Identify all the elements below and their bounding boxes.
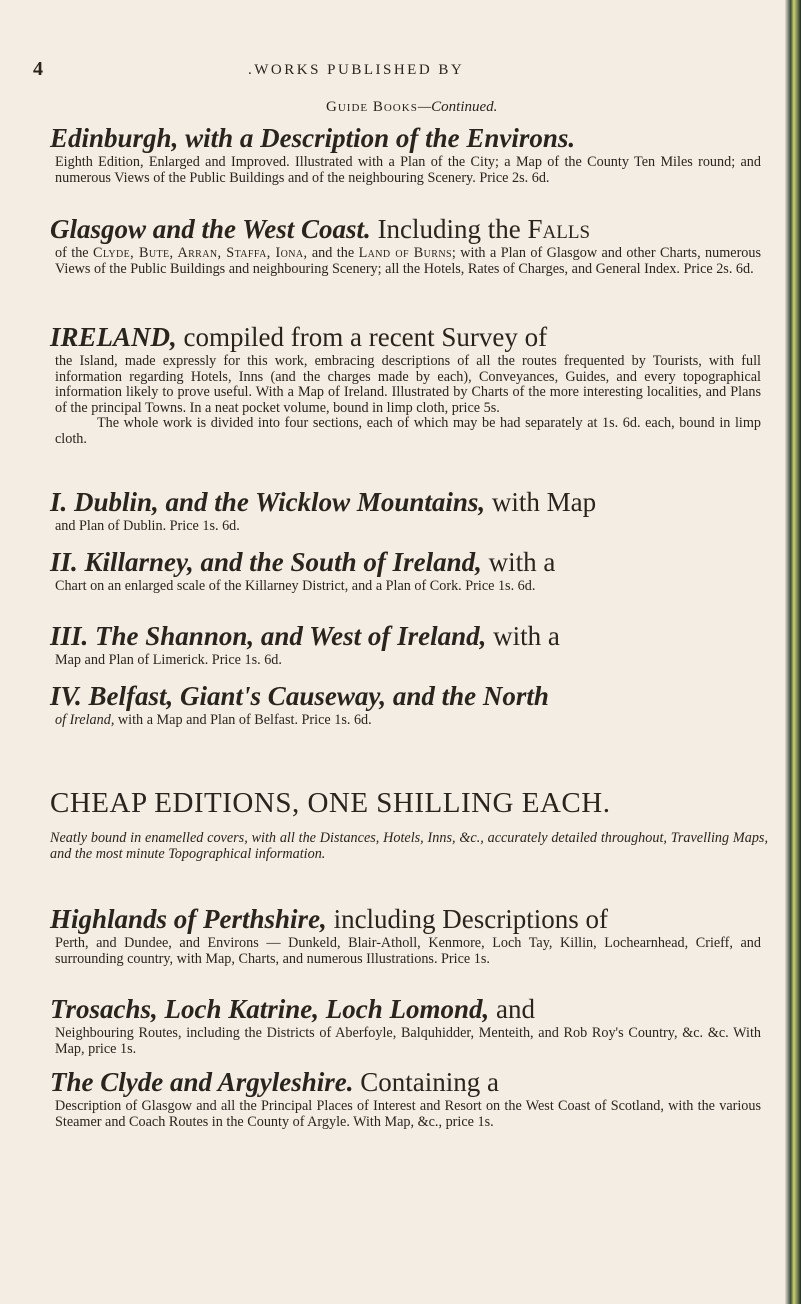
cheap-editions-heading: CHEAP EDITIONS, ONE SHILLING EACH. [50, 787, 611, 819]
entry-highlands [50, 903, 768, 967]
entry-body [55, 246, 761, 277]
title-italic: IV. Belfast, Giant's Causeway, and the North [50, 681, 549, 711]
entry-body-2: The whole work is divided into four sections, each of which may be had separately at 1s. 6d. each, bound in limp cloth. [55, 415, 761, 447]
entry-title [50, 1066, 768, 1098]
entry-title [50, 903, 768, 935]
entry-title [50, 993, 768, 1025]
entry-body: and Plan of Dublin. Price 1s. 6d. [55, 518, 240, 534]
body-text: and the [307, 245, 359, 261]
title-italic: Edinburgh, with a Description of the Environs. [50, 123, 576, 153]
page-number: 4 [33, 58, 43, 80]
entry-body: Description of Glasgow and all the Principal Places of Interest and Resort on the West Coast of Scotland, with the various Steamer and Coach Routes in the County of Argyle. With Map, &c., price 1s. [55, 1098, 761, 1130]
entry-clyde [50, 1066, 768, 1130]
body-caps: Clyde, Bute, Arran, Staffa, Iona, [93, 245, 308, 261]
title-italic: Trosachs, Loch Katrine, Loch Lomond, [50, 994, 490, 1024]
title-italic: IRELAND, [50, 322, 177, 352]
cheap-editions-description: Neatly bound in enamelled covers, with all the Distances, Hotels, Inns, &c., accurately detailed throughout, Travelling Maps, and the most minute Topographical information. [50, 830, 768, 862]
title-roman: with Map [485, 487, 597, 517]
body-italic: of Ireland, [55, 712, 115, 728]
entry-body [55, 713, 761, 729]
entry-body: Eighth Edition, Enlarged and Improved. Illustrated with a Plan of the City; a Map of the County Ten Miles round; and numerous Views of the Public Buildings and of the neighbouring Scenery. Price 2s. 6d. [55, 154, 761, 186]
entry-title [50, 486, 768, 518]
title-italic: The Clyde and Argyleshire. [50, 1067, 354, 1097]
body-text: with a Map and Plan of Belfast. Price 1s. 6d. [114, 712, 372, 728]
entry-edinburgh [50, 122, 768, 186]
title-roman: compiled from a recent Survey of [176, 322, 548, 352]
entry-body: Neighbouring Routes, including the Districts of Aberfoyle, Balquhidder, Menteith, and Rob Roy's Country, &c. &c. With Map, price 1s. [55, 1025, 761, 1057]
title-italic: I. Dublin, and the Wicklow Mountains, [50, 487, 486, 517]
entry-body: Chart on an enlarged scale of the Killarney District, and a Plan of Cork. Price 1s. 6d. [55, 578, 536, 594]
entry-belfast [50, 680, 768, 729]
entry-body: the Island, made expressly for this work, embracing descriptions of all the routes frequented by Tourists, with full information regarding Hotels, Inns (and the charges made by each), Conveyances, Guides, and every topographical information likely to prove useful. With a Map of Ireland. Illustrated by Charts of the more interesting localities, and Plans of the principal Towns. In a neat pocket volume, bound in limp cloth, price 5s. [55, 353, 761, 416]
entry-title [50, 620, 768, 652]
entry-ireland [50, 321, 768, 448]
title-roman: with a [486, 621, 560, 651]
entry-title [50, 546, 768, 578]
entry-title [50, 680, 768, 712]
entry-body: Perth, and Dundee, and Environs — Dunkeld, Blair-Atholl, Kenmore, Loch Tay, Killin, Lochearnhead, Crieff, and surrounding country, with Map, Charts, and numerous Illustrations. Price 1s. [55, 935, 761, 967]
title-italic: Glasgow and the West Coast. [50, 214, 371, 244]
body-text: ; with a Plan of Glasgow and other Charts, numerous Views of the Public Buildings and neighbouring Scenery; all the Hotels, Rates of Charges, and General Index. Price 2s. 6d. [55, 245, 762, 277]
title-caps: Falls [527, 214, 591, 244]
title-roman: Containing a [353, 1067, 499, 1097]
title-italic: III. The Shannon, and West of Ireland, [50, 621, 487, 651]
subhead-caps: Guide Books [326, 99, 418, 115]
title-italic: Highlands of Perthshire, [50, 904, 327, 934]
entry-body: Map and Plan of Limerick. Price 1s. 6d. [55, 652, 282, 668]
running-head: .WORKS PUBLISHED BY [248, 62, 465, 78]
subhead-italic: —Continued. [417, 99, 498, 115]
body-caps: Land of Burns [358, 245, 452, 261]
body-text: of the [55, 245, 94, 261]
entry-title [50, 122, 768, 154]
entry-shannon [50, 620, 768, 669]
title-roman: Including the [370, 214, 528, 244]
section-subhead [326, 99, 497, 116]
entry-glasgow [50, 213, 768, 277]
entry-dublin [50, 486, 768, 535]
title-italic: II. Killarney, and the South of Ireland, [50, 547, 482, 577]
entry-title [50, 213, 768, 245]
entry-killarney [50, 546, 768, 595]
title-roman: and [489, 994, 536, 1024]
book-edge [785, 0, 801, 1304]
entry-trosachs [50, 993, 768, 1057]
entry-title [50, 321, 768, 353]
title-roman: including Descriptions of [326, 904, 609, 934]
title-roman: with a [481, 547, 556, 577]
